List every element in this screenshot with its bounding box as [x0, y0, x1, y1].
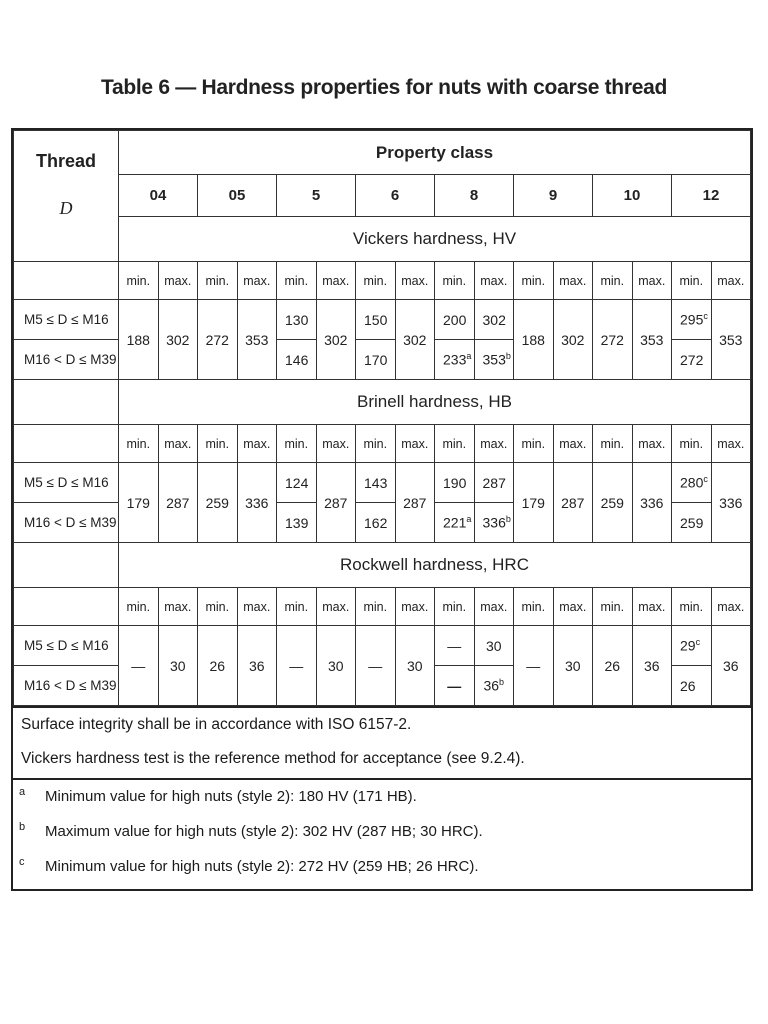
data-cell: —	[435, 626, 475, 666]
data-cell: 30	[158, 626, 198, 706]
footnote-ref: b	[499, 677, 505, 688]
min-label: min.	[435, 588, 475, 626]
class-8-header: 8	[435, 175, 514, 217]
data-cell: 295$^c$	[672, 300, 712, 340]
hardness-table	[13, 130, 751, 706]
data-cell: 30	[395, 626, 435, 706]
data-cell: 287	[316, 463, 356, 543]
property-class-header: Property class	[119, 131, 751, 175]
footnote-ref: c	[703, 474, 708, 485]
section-header-brinell: Brinell hardness, HB	[119, 380, 751, 425]
max-label: max.	[395, 588, 435, 626]
data-cell: 272	[672, 340, 712, 380]
data-cell: 336	[711, 463, 751, 543]
thread-range-m16-m39: M16 < D ≤ M39	[14, 340, 119, 380]
min-label: min.	[514, 262, 554, 300]
max-label: max.	[553, 425, 593, 463]
data-cell: —	[435, 666, 475, 706]
data-cell: 233$^a$	[435, 340, 475, 380]
data-cell: 26	[198, 626, 238, 706]
min-label: min.	[435, 262, 475, 300]
max-label: max.	[237, 262, 277, 300]
table-row	[14, 300, 751, 340]
max-label: max.	[711, 425, 751, 463]
data-cell: 179	[119, 463, 159, 543]
data-cell: 179	[514, 463, 554, 543]
data-cell: 150	[356, 300, 396, 340]
data-cell: 188	[119, 300, 159, 380]
min-label: min.	[356, 262, 396, 300]
data-cell: 353	[711, 300, 751, 380]
min-label: min.	[672, 262, 712, 300]
max-label: max.	[553, 262, 593, 300]
max-label: max.	[474, 588, 514, 626]
max-label: max.	[632, 262, 672, 300]
footnote-ref: c	[695, 637, 701, 648]
min-label: min.	[119, 425, 159, 463]
data-cell: 190	[435, 463, 475, 503]
max-label: max.	[158, 588, 198, 626]
data-cell: 259	[672, 503, 712, 543]
data-cell: 30	[316, 626, 356, 706]
note-reference-method: Vickers hardness test is the reference method for acceptance (see 9.2.4).	[21, 750, 525, 767]
footnote-mark: a	[19, 786, 26, 798]
min-label: min.	[435, 425, 475, 463]
data-cell: 336$^b$	[474, 503, 514, 543]
footnote-ref: a	[466, 351, 472, 362]
data-cell: 280$^c$	[672, 463, 712, 503]
data-cell: 26	[672, 666, 712, 706]
min-label: min.	[514, 588, 554, 626]
data-cell: —	[356, 626, 396, 706]
max-label: max.	[711, 588, 751, 626]
data-cell: 36	[711, 626, 751, 706]
section-header-rockwell: Rockwell hardness, HRC	[119, 543, 751, 588]
section-header-vickers: Vickers hardness, HV	[119, 217, 751, 262]
min-label: min.	[198, 425, 238, 463]
hardness-table-frame	[11, 128, 753, 891]
min-label: min.	[672, 425, 712, 463]
max-label: max.	[632, 425, 672, 463]
class-12-header: 12	[672, 175, 751, 217]
table-notes	[13, 706, 751, 778]
data-cell: 287	[158, 463, 198, 543]
footnote-c	[19, 858, 745, 875]
data-cell: —	[277, 626, 317, 706]
data-cell: 36	[237, 626, 277, 706]
data-cell: 353	[237, 300, 277, 380]
max-label: max.	[632, 588, 672, 626]
min-label: min.	[356, 588, 396, 626]
thread-range-m16-m39: M16 < D ≤ M39	[14, 666, 119, 706]
min-label: min.	[119, 588, 159, 626]
data-cell: 146	[277, 340, 317, 380]
data-cell: 143	[356, 463, 396, 503]
max-label: max.	[237, 425, 277, 463]
data-cell: —	[514, 626, 554, 706]
thread-range-m5-m16: M5 ≤ D ≤ M16	[14, 463, 119, 503]
thread-column-header	[14, 131, 119, 262]
data-cell: 287	[553, 463, 593, 543]
data-cell: 188	[514, 300, 554, 380]
min-max-row-rockwell	[14, 588, 751, 626]
footnote-ref: b	[505, 514, 511, 525]
min-label: min.	[593, 588, 633, 626]
min-label: min.	[356, 425, 396, 463]
data-cell: 287	[395, 463, 435, 543]
max-label: max.	[316, 588, 356, 626]
footnote-text: Minimum value for high nuts (style 2): 180 HV (171 HB).	[45, 788, 417, 805]
data-cell: 259	[593, 463, 633, 543]
footnote-ref: a	[466, 514, 472, 525]
data-cell: 130	[277, 300, 317, 340]
footnote-text: Minimum value for high nuts (style 2): 272 HV (259 HB; 26 HRC).	[45, 858, 479, 875]
min-label: min.	[672, 588, 712, 626]
footnote-a	[19, 788, 745, 805]
data-cell: 336	[632, 463, 672, 543]
data-cell: 302	[158, 300, 198, 380]
min-max-row-brinell	[14, 425, 751, 463]
data-cell: —	[119, 626, 159, 706]
data-cell: 272	[198, 300, 238, 380]
data-cell: 272	[593, 300, 633, 380]
min-label: min.	[198, 262, 238, 300]
thread-range-m5-m16: M5 ≤ D ≤ M16	[14, 300, 119, 340]
footnote-text: Maximum value for high nuts (style 2): 302 HV (287 HB; 30 HRC).	[45, 823, 483, 840]
data-cell: 353	[632, 300, 672, 380]
data-cell: 200	[435, 300, 475, 340]
max-label: max.	[711, 262, 751, 300]
data-cell: 353$^b$	[474, 340, 514, 380]
max-label: max.	[316, 425, 356, 463]
max-label: max.	[395, 425, 435, 463]
table-footnotes	[13, 778, 751, 889]
min-label: min.	[277, 588, 317, 626]
max-label: max.	[158, 262, 198, 300]
class-6-header: 6	[356, 175, 435, 217]
min-label: min.	[593, 262, 633, 300]
thread-range-m5-m16: M5 ≤ D ≤ M16	[14, 626, 119, 666]
class-5-header: 5	[277, 175, 356, 217]
footnote-ref: c	[703, 311, 708, 322]
max-label: max.	[316, 262, 356, 300]
max-label: max.	[158, 425, 198, 463]
class-05-header: 05	[198, 175, 277, 217]
thread-range-m16-m39: M16 < D ≤ M39	[14, 503, 119, 543]
data-cell: 259	[198, 463, 238, 543]
data-cell: 302	[395, 300, 435, 380]
thread-symbol: D	[59, 198, 73, 218]
min-label: min.	[198, 588, 238, 626]
data-cell: 124	[277, 463, 317, 503]
data-cell: 30	[553, 626, 593, 706]
class-04-header: 04	[119, 175, 198, 217]
footnote-b	[19, 823, 745, 840]
footnote-mark: b	[19, 821, 26, 833]
max-label: max.	[553, 588, 593, 626]
class-10-header: 10	[593, 175, 672, 217]
min-max-row-vickers	[14, 262, 751, 300]
footnote-mark: c	[19, 856, 25, 868]
data-cell: 302	[474, 300, 514, 340]
data-cell: 287	[474, 463, 514, 503]
data-cell: 139	[277, 503, 317, 543]
max-label: max.	[237, 588, 277, 626]
note-surface-integrity: Surface integrity shall be in accordance with ISO 6157-2.	[21, 716, 412, 733]
max-label: max.	[474, 425, 514, 463]
data-cell: 36	[632, 626, 672, 706]
min-label: min.	[119, 262, 159, 300]
data-cell: 36$^b$	[474, 666, 514, 706]
class-9-header: 9	[514, 175, 593, 217]
thread-label: Thread	[35, 151, 96, 171]
data-cell: 170	[356, 340, 396, 380]
table-row	[14, 463, 751, 503]
min-label: min.	[277, 262, 317, 300]
max-label: max.	[474, 262, 514, 300]
data-cell: 302	[553, 300, 593, 380]
table-row	[14, 626, 751, 666]
data-cell: 302	[316, 300, 356, 380]
data-cell: 162	[356, 503, 396, 543]
data-cell: 29$^c$	[672, 626, 712, 666]
data-cell: 30	[474, 626, 514, 666]
table-title: Table 6 — Hardness properties for nuts with coarse thread	[101, 76, 667, 99]
footnote-ref: b	[505, 351, 511, 362]
data-cell: 336	[237, 463, 277, 543]
min-label: min.	[593, 425, 633, 463]
data-cell: 26	[593, 626, 633, 706]
min-label: min.	[277, 425, 317, 463]
min-label: min.	[514, 425, 554, 463]
max-label: max.	[395, 262, 435, 300]
data-cell: 221$^a$	[435, 503, 475, 543]
